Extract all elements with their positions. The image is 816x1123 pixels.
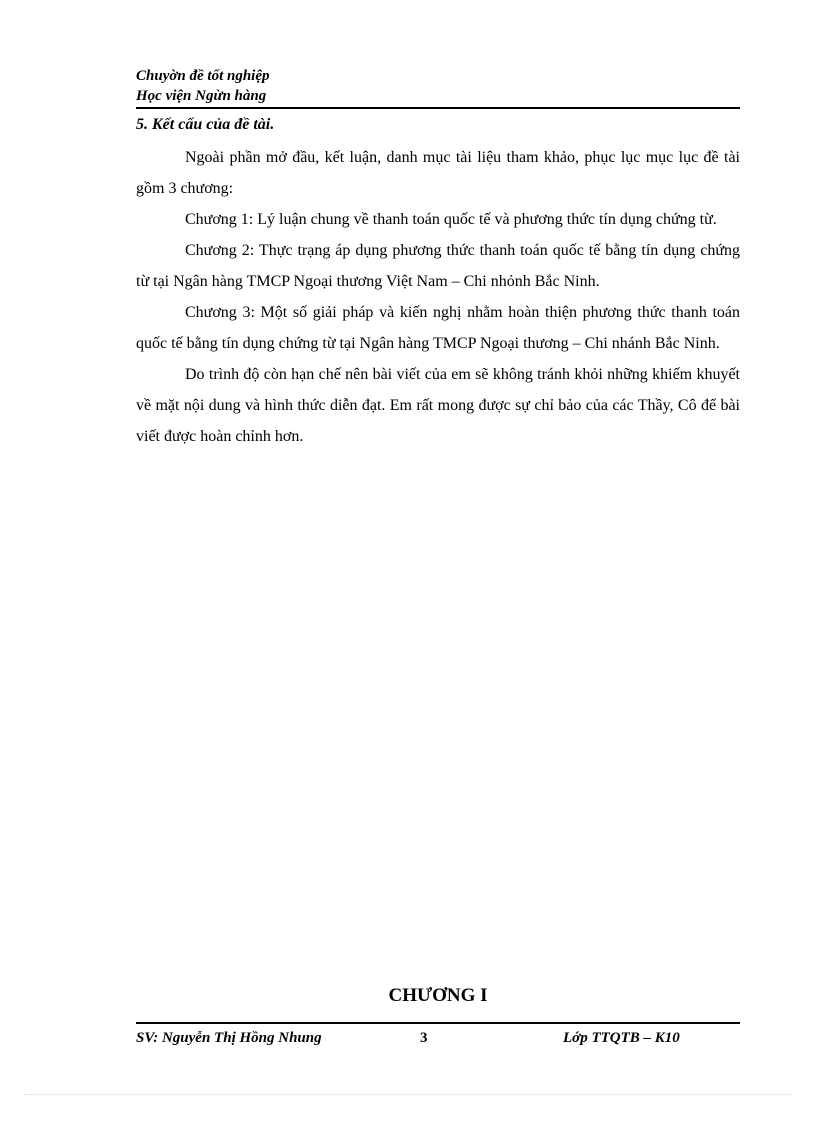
page-number: 3	[420, 1030, 428, 1046]
paragraph-intro: Ngoài phần mở đầu, kết luận, danh mục tài liệu tham khảo, phục lục mục lục đề tài gồm 3 chương:	[136, 149, 740, 197]
paragraph-chapter-1: Chương 1: Lý luận chung về thanh toán quốc tế và phương thức tín dụng chứng từ.	[185, 211, 717, 228]
footer-student-name: SV: Nguyễn Thị Hồng Nhung	[136, 1030, 322, 1046]
body-text	[136, 142, 740, 452]
running-footer	[136, 1028, 740, 1050]
header-institution: Học viện Ngừn hàng	[136, 88, 267, 104]
header-thesis-title: Chuyờn đề tốt nghiệp	[136, 68, 270, 84]
header-divider	[136, 107, 740, 109]
paragraph-closing: Do trình độ còn hạn chế nên bài viết của em sẽ không tránh khỏi những khiếm khuyết về mặt nội dung và hình thức diễn đạt. Em rất mong được sự chỉ bảo của các Thầy, Cô để bài viết được hoàn chỉnh hơn.	[136, 366, 740, 445]
section-heading: 5. Kết cấu của đề tài.	[136, 116, 275, 133]
running-header	[136, 66, 740, 106]
footer-divider	[136, 1022, 740, 1024]
chapter-title: CHƯƠNG I	[388, 985, 488, 1006]
footer-class: Lớp TTQTB – K10	[563, 1030, 680, 1046]
page-bottom-border	[24, 1094, 792, 1095]
paragraph-chapter-2: Chương 2: Thực trạng áp dụng phương thức thanh toán quốc tế bằng tín dụng chứng từ tại Ngân hàng TMCP Ngoại thương Việt Nam – Chi nhỏnh Bắc Ninh.	[136, 242, 740, 290]
paragraph-chapter-3: Chương 3: Một số giải pháp và kiến nghị nhằm hoàn thiện phương thức thanh toán quốc tế bằng tín dụng chứng từ tại Ngân hàng TMCP Ngoại thương – Chi nhánh Bắc Ninh.	[136, 304, 740, 352]
